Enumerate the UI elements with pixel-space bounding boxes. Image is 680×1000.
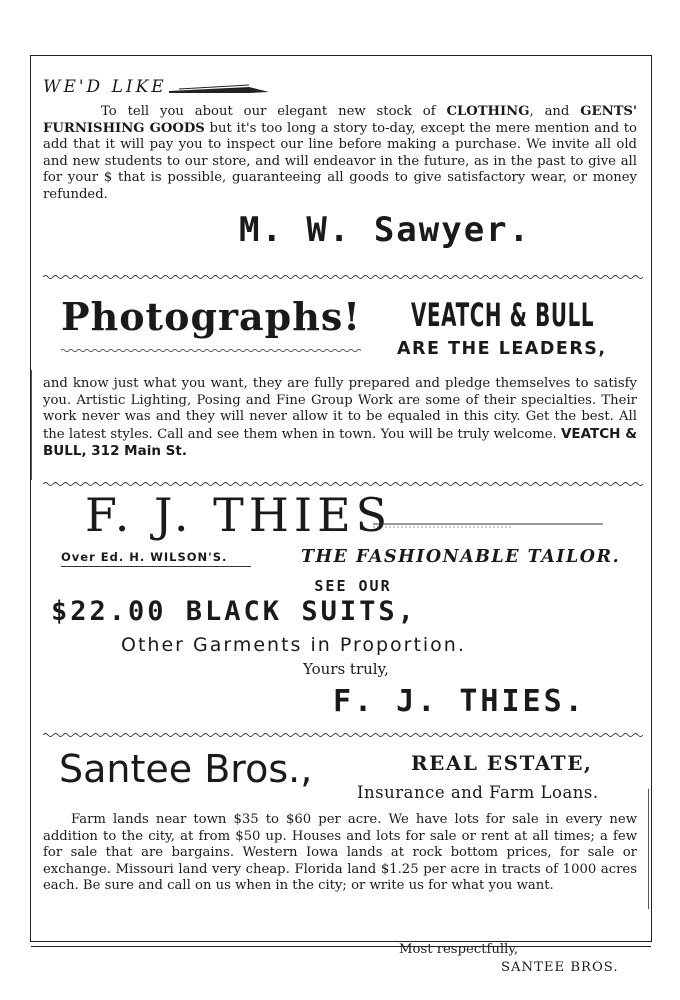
sawyer-signature: M. W. Sawyer. <box>239 209 532 250</box>
wavy-divider <box>43 274 643 280</box>
leaders-tagline: ARE THE LEADERS, <box>397 339 607 359</box>
wavy-underline <box>61 348 361 353</box>
thies-closing: Yours truly, <box>303 660 389 678</box>
location-underline <box>61 566 251 567</box>
decorative-rule <box>373 523 603 529</box>
wavy-divider <box>43 732 643 738</box>
insurance-line: Insurance and Farm Loans. <box>357 783 599 802</box>
vertical-rule <box>31 370 32 480</box>
black-suits-offer: $22.00 BLACK SUITS, <box>51 596 417 627</box>
sawyer-body-text-1: To tell you about our elegant new stock of <box>101 104 447 119</box>
clothing-emphasis: CLOTHING <box>446 104 530 119</box>
advertisement-page <box>30 55 652 975</box>
sawyer-body-text-2: , and <box>529 104 581 119</box>
veatch-body <box>43 376 637 461</box>
veatch-address: VEATCH & BULL, 312 Main St. <box>43 425 637 460</box>
thies-signature: F. J. THIES. <box>333 684 586 719</box>
tailor-title: THE FASHIONABLE TAILOR. <box>301 547 621 567</box>
santee-name: Santee Bros., <box>59 747 313 791</box>
sawyer-heading-row <box>43 76 637 98</box>
sawyer-body <box>43 104 637 204</box>
santee-closing: Most respectfully, <box>399 942 519 957</box>
sawyer-heading: WE'D LIKE <box>43 77 167 97</box>
veatch-bull-brand: VEATCH & BULL <box>411 296 595 334</box>
arrow-ornament-icon <box>169 80 269 94</box>
santee-body: Farm lands near town $35 to $60 per acre. We have lots for sale in every new addition to the city, at from $50 up. Houses and lots for sale or rent at all times; a few for sale that are bargains. Western Iowa lands at rock bottom prices, for sale or exchange. Missouri land very cheap. Florida land $1.25 per acre in tracts of 1000 acres each. Be sure and call on us when in the city; or write us for what you want. <box>43 812 637 894</box>
wavy-divider <box>43 481 643 487</box>
furnishing-emphasis: GENTS' FURNISHING GOODS <box>43 104 637 136</box>
thies-name: F. J. THIES <box>85 488 393 542</box>
real-estate-heading: REAL ESTATE, <box>411 751 593 775</box>
photographs-headline: Photographs! <box>61 294 361 339</box>
santee-signature: SANTEE BROS. <box>501 960 619 975</box>
garments-line: Other Garments in Proportion. <box>121 634 466 656</box>
thies-location: Over Ed. H. WILSON'S. <box>61 550 228 564</box>
vertical-rule <box>648 789 649 909</box>
veatch-body-text: and know just what you want, they are fully prepared and pledge themselves to satisfy you. Artistic Lighting, Posing and Fine Group Work are some of their specialties. Their work never was and they will never allow it to be equaled in this city. Get the best. All the latest styles. Call and see them when in town. You will be truly welcome. <box>43 376 637 442</box>
sawyer-ad <box>43 76 637 250</box>
see-our-label: SEE OUR <box>314 577 392 595</box>
sawyer-body-text-3: but it's too long a story to-day, except the mere mention and to add that it will pay you to inspect our line before making a purchase. We invite all old and new students to our store, and will endeavor in the future, as in the past to give all for your $ that is possible, guaranteeing all goods to give satisfactory wear, or money refunded. <box>43 120 637 202</box>
